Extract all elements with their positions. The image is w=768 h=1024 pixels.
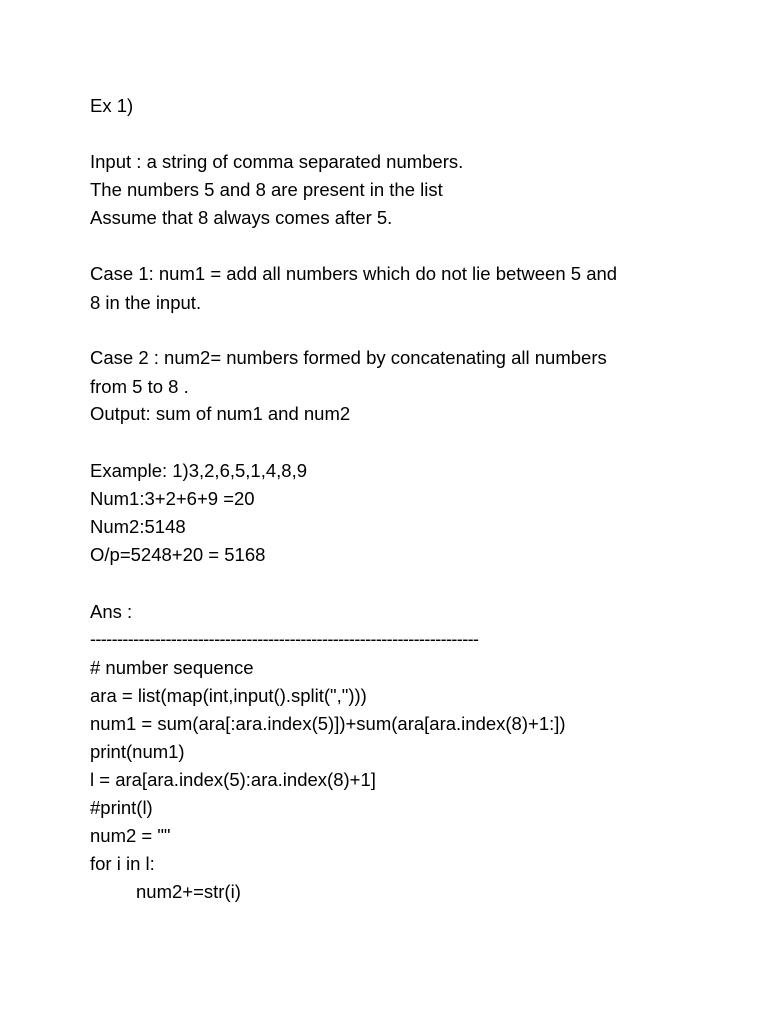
code-line: num2 = "" [90, 825, 171, 846]
text-line: Num2:5148 [90, 516, 186, 537]
text-line: Case 2 : num2= numbers formed by concatenating all numbers [90, 347, 607, 368]
text-line: Example: 1)3,2,6,5,1,4,8,9 [90, 460, 307, 481]
code-line: l = ara[ara.index(5):ara.index(8)+1] [90, 769, 376, 790]
divider-line: ------------------------------------------------------------------------ [90, 629, 479, 649]
code-line: ara = list(map(int,input().split(","))) [90, 685, 367, 706]
code-line: print(num1) [90, 741, 185, 762]
text-line: Output: sum of num1 and num2 [90, 403, 351, 424]
code-line: num1 = sum(ara[:ara.index(5)])+sum(ara[ara.index(8)+1:]) [90, 713, 566, 734]
code-line: # number sequence [90, 657, 254, 678]
text-line: The numbers 5 and 8 are present in the list [90, 179, 443, 200]
text-line: Input : a string of comma separated numbers. [90, 151, 464, 172]
answer-heading: Ans : [90, 601, 133, 622]
text-line: 8 in the input. [90, 292, 202, 313]
text-line: Num1:3+2+6+9 =20 [90, 488, 255, 509]
code-line: num2+=str(i) [136, 881, 241, 902]
text-line: from 5 to 8 . [90, 376, 189, 397]
text-line: Assume that 8 always comes after 5. [90, 207, 393, 228]
text-line: O/p=5248+20 = 5168 [90, 544, 266, 565]
exercise-heading: Ex 1) [90, 95, 134, 116]
text-line: Case 1: num1 = add all numbers which do not lie between 5 and [90, 263, 618, 284]
code-line: #print(l) [90, 797, 153, 818]
code-line: for i in l: [90, 853, 155, 874]
